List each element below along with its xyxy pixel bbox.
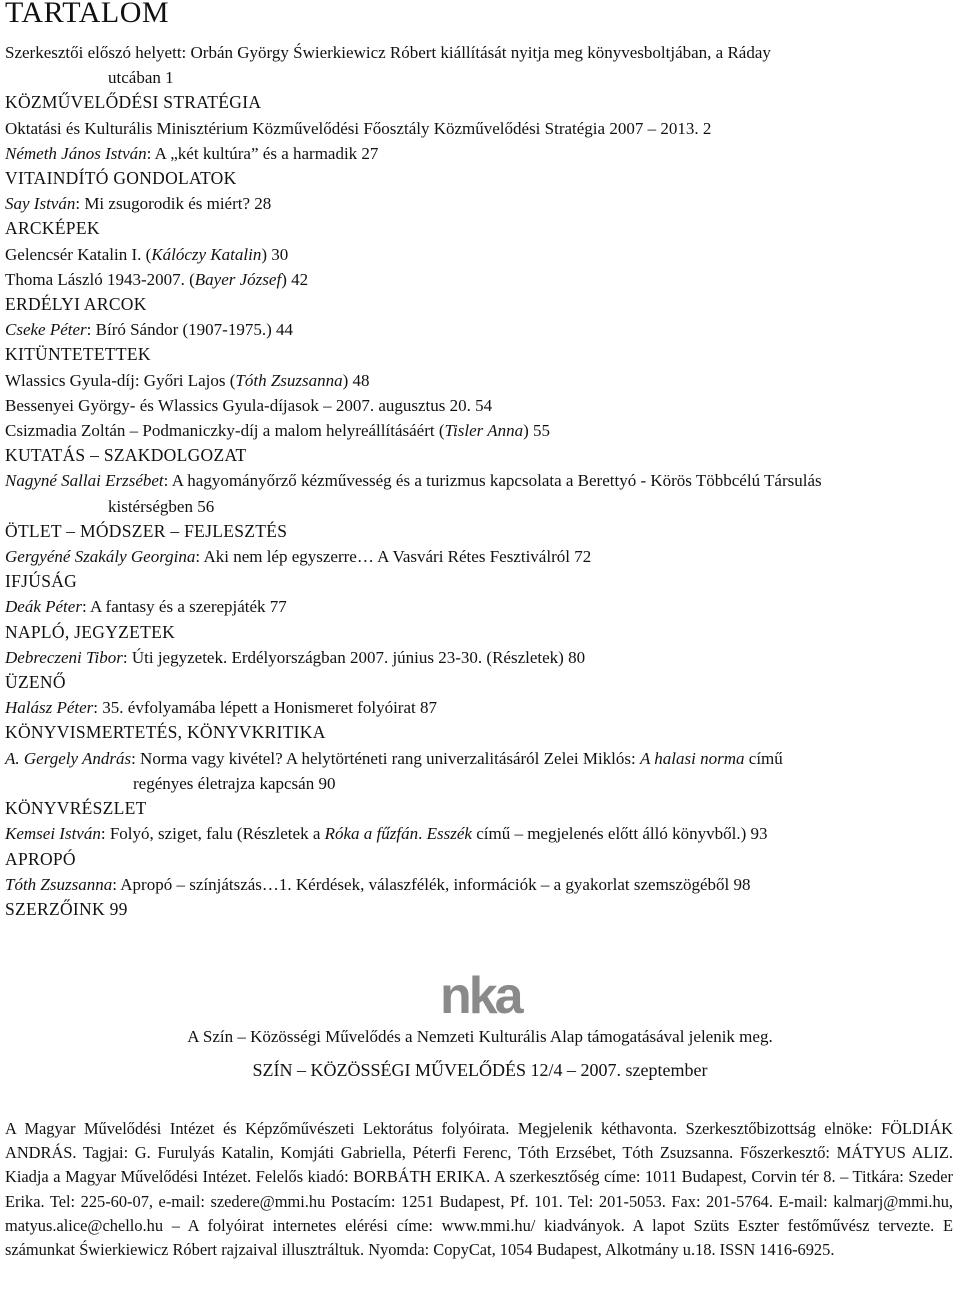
toc-text: ) 55 xyxy=(523,421,551,441)
toc-text: : Bíró Sándor (1907-1975.) 44 xyxy=(86,320,293,340)
toc-text: ÖTLET – MÓDSZER – FEJLESZTÉS xyxy=(5,520,288,541)
toc-text: ) 30 xyxy=(261,244,289,264)
toc-section-heading xyxy=(5,342,955,367)
toc-entry xyxy=(5,393,955,418)
nka-logo: nka xyxy=(440,967,521,1025)
toc-text: regényes életrajza kapcsán 90 xyxy=(133,773,336,793)
toc-entry xyxy=(5,191,955,216)
toc-text: Bessenyei György- és Wlassics Gyula-díjasok – 2007. augusztus 20. 54 xyxy=(5,395,493,415)
toc-author-or-title: Tisler Anna xyxy=(444,421,524,441)
toc-entry xyxy=(5,494,955,519)
toc-section-heading xyxy=(5,720,955,745)
toc-text: : Aki nem lép egyszerre… A Vasvári Rétes Fesztiválról 72 xyxy=(195,547,592,567)
toc-text: ERDÉLYI ARCOK xyxy=(5,294,147,315)
toc-text: KITÜNTETETTEK xyxy=(5,344,151,365)
toc-text: : Apropó – színjátszás…1. Kérdések, válaszfélék, információk – a gyakorlat szemszögéből 98 xyxy=(112,874,751,894)
toc-text: SZERZŐINK 99 xyxy=(5,898,128,919)
toc-entry xyxy=(5,821,955,846)
toc-section-heading xyxy=(5,443,955,468)
toc-author-or-title: Bayer József xyxy=(194,269,282,289)
toc-section-heading xyxy=(5,897,955,922)
toc-text: című – megjelenés előtt álló könyvből.) 93 xyxy=(471,824,768,844)
toc-text: : Norma vagy kivétel? A helytörténeti rang univerzalitásáról Zelei Miklós: xyxy=(131,748,640,768)
toc-text: kistérségben 56 xyxy=(108,496,215,516)
toc-text: ) 42 xyxy=(281,269,309,289)
toc-text: utcában 1 xyxy=(108,68,174,88)
toc-author-or-title: Debreczeni Tibor xyxy=(5,647,123,667)
toc-section-heading xyxy=(5,569,955,594)
toc-text: című xyxy=(744,748,783,768)
toc-entry xyxy=(5,267,955,292)
toc-text: KÖNYVRÉSZLET xyxy=(5,798,147,819)
toc-text: NAPLÓ, JEGYZETEK xyxy=(5,621,176,642)
toc-text: : A „két kultúra” és a harmadik 27 xyxy=(146,143,379,163)
journal-line: SZÍN – KÖZÖSSÉGI MŰVELŐDÉS 12/4 – 2007. szeptember xyxy=(252,1060,708,1080)
toc-section-heading xyxy=(5,90,955,115)
toc-entry xyxy=(5,544,955,569)
toc-text: APROPÓ xyxy=(5,848,76,869)
toc-author-or-title: A halasi norma xyxy=(639,748,745,768)
toc-text: Wlassics Gyula-díj: Győri Lajos ( xyxy=(5,370,236,390)
toc-text: : A fantasy és a szerepjáték 77 xyxy=(81,597,287,617)
toc-entry xyxy=(5,695,955,720)
toc-text: Csizmadia Zoltán – Podmaniczky-díj a malom helyreállításáért ( xyxy=(5,421,445,441)
toc-author-or-title: Say István xyxy=(5,194,76,214)
toc-entry xyxy=(5,771,955,796)
toc-text: : Mi zsugorodik és miért? 28 xyxy=(75,194,272,214)
toc-author-or-title: Kálóczy Katalin xyxy=(151,244,262,264)
toc-author-or-title: Róka a fűzfán xyxy=(324,824,419,844)
toc-author-or-title: Kemsei István xyxy=(5,824,101,844)
toc-text: VITAINDÍTÓ GONDOLATOK xyxy=(5,168,237,189)
toc-author-or-title: Halász Péter xyxy=(5,698,94,718)
toc-text: ) 48 xyxy=(342,370,370,390)
toc-section-heading xyxy=(5,216,955,241)
toc-author-or-title: Tóth Zsuzsanna xyxy=(5,874,113,894)
toc-entry xyxy=(5,40,955,65)
toc-text: . xyxy=(418,824,427,844)
toc-entry xyxy=(5,317,955,342)
toc-entry xyxy=(5,242,955,267)
toc-entry xyxy=(5,141,955,166)
toc-author-or-title: Tóth Zsuzsanna xyxy=(235,370,343,390)
toc-text: KÖZMŰVELŐDÉSI STRATÉGIA xyxy=(5,92,262,113)
page-title: TARTALOM xyxy=(5,0,170,29)
toc-entry xyxy=(5,468,955,493)
toc-text: IFJÚSÁG xyxy=(5,571,78,592)
support-line: A Szín – Közösségi Művelődés a Nemzeti Kulturális Alap támogatásával jelenik meg. xyxy=(187,1027,773,1046)
toc-text: Oktatási és Kulturális Minisztérium Közművelődési Főosztály Közművelődési Stratégia 2007 – 2013. 2 xyxy=(5,118,712,138)
toc-section-heading xyxy=(5,796,955,821)
toc-entry xyxy=(5,368,955,393)
toc-text: Thoma László 1943-2007. ( xyxy=(5,269,195,289)
toc-author-or-title: A. Gergely András xyxy=(5,748,132,768)
toc-text: ARCKÉPEK xyxy=(5,218,100,239)
toc-text: : 35. évfolyamába lépett a Honismeret folyóirat 87 xyxy=(93,698,437,718)
toc-author-or-title: Esszék xyxy=(426,824,472,844)
toc-author-or-title: Nagyné Sallai Erzsébet xyxy=(5,471,164,491)
imprint: A Magyar Művelődési Intézet és Képzőművészeti Lektorátus folyóirata. Megjelenik kéthavonta. Szerkesztőbizottság elnöke: FÖLDIÁK ANDRÁS. Tagjai: G. Furulyás Katalin, Komjáti Gabriella, Péterfi Ferenc, Tóth Erzsébet, Tóth Zsuzsanna. Főszerkesztő: MÁTYUS ALIZ. Kiadja a Magyar Művelődési Intézet. Felelős kiadó: BORBÁTH ERIKA. A szerkesztőség címe: 1011 Budapest, Corvin tér 8. – Titkára: Szeder Erika. Tel: 225-60-07, e-mail: szedere@mmi.hu Postacím: 1251 Budapest, Pf. 101. Tel: 201-5053. Fax: 201-5764. E-mail: kalmarj@mmi.hu, matyus.alice@chello.hu – A folyóirat internetes elérési címe: www.mmi.hu/ kiadványok. A lapot Szüts Eszter festőművész tervezte. E számunkat Świerkiewicz Róbert rajzaival illusztráltuk. Nyomda: CopyCat, 1054 Budapest, Alkotmány u.18. ISSN 1416-6925. xyxy=(5,1119,953,1260)
toc-section-heading xyxy=(5,670,955,695)
toc-section-heading xyxy=(5,519,955,544)
toc-text: Gelencsér Katalin I. ( xyxy=(5,244,152,264)
toc-text: : Úti jegyzetek. Erdélyországban 2007. június 23-30. (Részletek) 80 xyxy=(122,647,586,667)
toc-entry xyxy=(5,645,955,670)
toc-section-heading xyxy=(5,847,955,872)
toc-text: : A hagyományőrző kézművesség és a turizmus kapcsolata a Berettyó - Körös Többcélú Társulás xyxy=(163,471,822,491)
toc-section-heading xyxy=(5,166,955,191)
toc-author-or-title: Deák Péter xyxy=(5,597,82,617)
toc-text: KUTATÁS – SZAKDOLGOZAT xyxy=(5,445,247,466)
toc-section-heading xyxy=(5,292,955,317)
table-of-contents xyxy=(5,40,955,922)
toc-author-or-title: Cseke Péter xyxy=(5,320,87,340)
toc-section-heading xyxy=(5,620,955,645)
toc-text: Szerkesztői előszó helyett: Orbán György Świerkiewicz Róbert kiállítását nyitja meg könyvesboltjában, a Ráday xyxy=(5,43,771,62)
toc-text: ÜZENŐ xyxy=(5,672,66,693)
toc-text: KÖNYVISMERTETÉS, KÖNYVKRITIKA xyxy=(5,722,326,743)
toc-author-or-title: Németh János István xyxy=(5,143,147,163)
toc-entry xyxy=(5,594,955,619)
toc-entry xyxy=(5,418,955,443)
toc-entry xyxy=(5,872,955,897)
toc-entry xyxy=(5,746,955,771)
toc-entry xyxy=(5,116,955,141)
toc-author-or-title: Gergyéné Szakály Georgina xyxy=(5,547,196,567)
toc-entry xyxy=(5,65,955,90)
toc-text: : Folyó, sziget, falu (Részletek a xyxy=(100,824,325,844)
